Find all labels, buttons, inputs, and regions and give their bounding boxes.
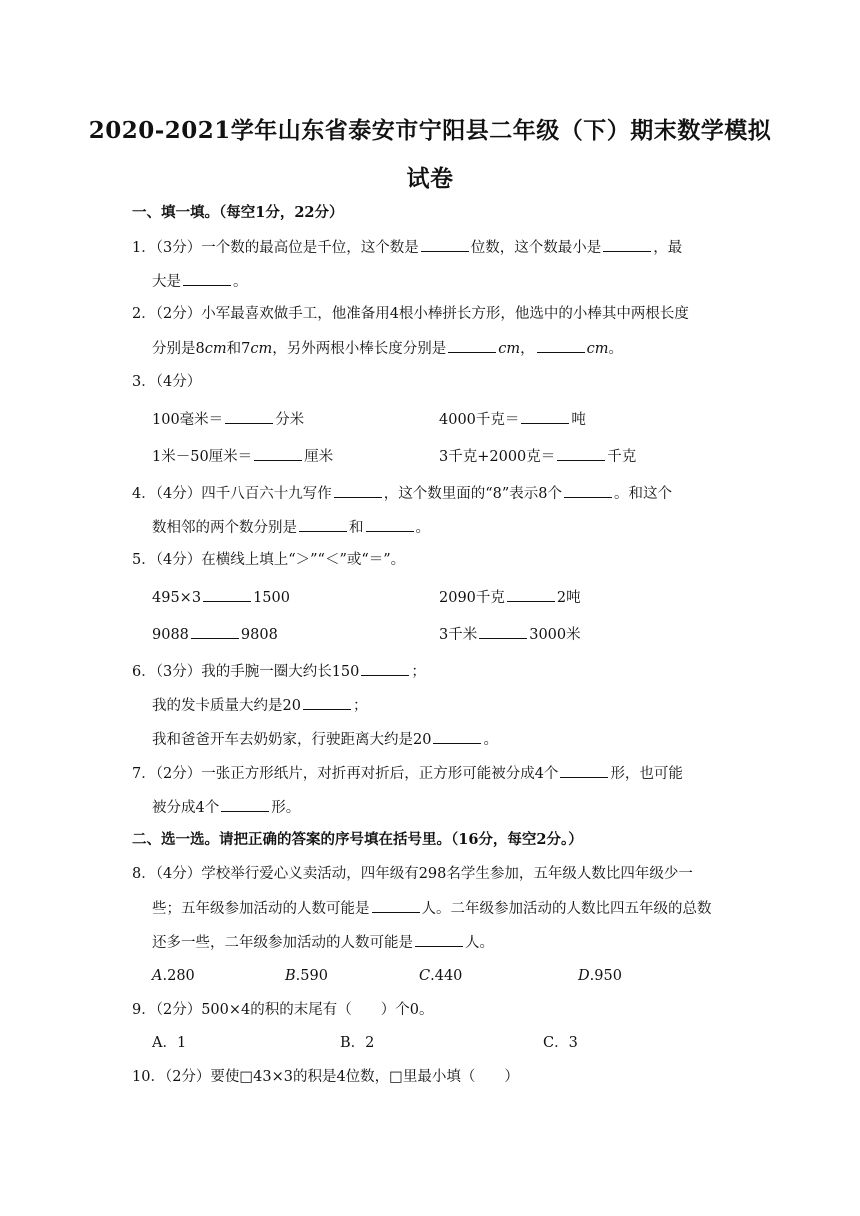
q1-blank-1[interactable] [421,237,469,252]
q5-text-2b: 9808 [240,627,278,643]
q8-text-c2: 人。 [465,935,494,951]
exam-title-line1: 2020-2021学年山东省泰安市宁阳县二年级（下）期末数学模拟 [88,117,772,144]
q6-text-a: 6．（3分）我的手腕一圈大约长150 [132,664,360,680]
q8-text-b: 些；五年级参加活动的人数可能是 [152,901,370,917]
q7-text-a: 7．（2分）一张正方形纸片，对折再对折后，正方形可能被分成4个 [132,766,559,782]
q8-text-b2: 人。二年级参加活动的人数比四五年级的总数 [421,901,712,917]
q8-option-a-letter: A [152,968,163,984]
q6-text-b2: ； [352,698,368,714]
q5-text-1a: 495×3 [152,590,202,606]
question-1-line2 [152,271,248,292]
q6-blank-1[interactable] [361,661,409,676]
q8-option-b[interactable] [285,966,328,986]
question-8-line1: 8．（4分）学校举行爱心义卖活动，四年级有298名学生参加，五年级人数比四年级少一 [132,866,693,882]
q8-option-d-value: .950 [589,968,622,984]
q5-text-1c: 2090千克 [439,590,505,606]
q2-unit-2: cm [250,341,273,357]
q8-option-c-letter: C [419,968,431,984]
q2-text-h: 。 [608,341,623,357]
section-1-heading: 一、填一填。（每空1分，22分） [132,204,344,221]
question-2-line2 [152,338,623,359]
q3-text-1d: 吨 [571,412,586,428]
q8-option-c[interactable] [419,966,462,986]
q6-text-a2: ； [411,664,426,680]
question-2-line1: 2．（2分）小军最喜欢做手工，他准备用4根小棒拼长方形，他选中的小棒其中两根长度 [132,306,689,322]
question-6-line2 [152,695,367,716]
q8-option-a[interactable] [152,966,195,986]
q2-unit-3: cm [498,341,521,357]
section-2-heading: 二、选一选。请把正确的答案的序号填在括号里。（16分，每空2分。） [132,831,583,848]
q3-blank-4[interactable] [557,446,605,461]
q5-text-2a: 9088 [152,627,189,643]
q4-text-e: 和 [349,520,364,536]
q3-text-2b: 厘米 [304,449,334,465]
q8-option-a-value: .280 [162,968,195,984]
q8-blank-2[interactable] [415,932,463,947]
q1-text-d: 大是 [152,274,181,290]
q7-blank-2[interactable] [221,797,269,812]
q7-blank-1[interactable] [560,763,608,778]
q4-text-d: 数相邻的两个数分别是 [152,520,297,536]
q6-text-c2: 。 [483,732,498,748]
question-4-line2 [152,517,430,538]
q3-blank-3[interactable] [254,446,302,461]
q1-text-c: ，最 [653,240,683,256]
q1-text-a: 1．（3分）一个数的最高位是千位，这个数是 [132,240,419,256]
q7-text-d: 形。 [271,800,301,816]
q8-option-c-value: .440 [430,968,463,984]
q6-blank-3[interactable] [433,729,481,744]
q5-blank-2[interactable] [507,587,555,602]
question-3-heading: 3．（4分） [132,374,202,390]
q4-text-b: ，这个数里面的“8”表示8个 [383,486,562,502]
question-8-line3 [152,932,494,953]
q3-text-2c: 3千克+2000克＝ [439,449,556,465]
q2-blank-2[interactable] [537,338,585,353]
question-1-line1 [132,237,682,258]
q1-text-e: 。 [233,274,248,290]
q5-item-3 [152,624,278,645]
q5-text-2c: 3千米 [439,627,478,643]
q3-text-2d: 千克 [607,449,637,465]
q6-text-c: 我和爸爸开车去奶奶家，行驶距离大约是20 [152,732,432,748]
q3-text-2a: 1米－50厘米＝ [152,449,253,465]
q2-text-d: ，另外两根小棒长度分别是 [272,341,447,357]
q3-text-1c: 4000千克＝ [439,412,520,428]
q4-blank-2[interactable] [564,483,612,498]
question-10: 10．（2分）要使□43×3的积是4位数，□里最小填（ ） [132,1069,519,1085]
q5-text-1b: 1500 [253,590,290,606]
q4-blank-4[interactable] [366,517,414,532]
q3-item-2 [439,409,586,430]
q8-option-b-letter: B [285,968,296,984]
q2-blank-1[interactable] [448,338,496,353]
q3-text-1a: 100毫米＝ [152,412,224,428]
q2-text-b: 分别是8 [152,341,205,357]
q5-text-2d: 3000米 [529,627,581,643]
q1-blank-3[interactable] [183,271,231,286]
q3-text-1b: 分米 [275,412,305,428]
exam-title-line2: 试卷 [406,165,454,192]
q8-text-c: 还多一些，二年级参加活动的人数可能是 [152,935,413,951]
q2-unit-1: cm [204,341,227,357]
question-9: 9．（2分）500×4的积的末尾有（ ）个0。 [132,1002,434,1018]
q9-option-c[interactable]: C．3 [543,1035,578,1051]
question-6-line3 [152,729,498,750]
question-6-line1 [132,661,426,682]
q4-text-a: 4．（4分）四千八百六十九写作 [132,486,332,502]
q4-blank-1[interactable] [334,483,382,498]
question-4-line1 [132,483,672,504]
q3-blank-1[interactable] [225,409,273,424]
q5-blank-1[interactable] [203,587,251,602]
question-7-line1 [132,763,683,784]
q3-item-3 [152,446,333,467]
q5-item-4 [439,624,581,645]
q3-item-4 [439,446,636,467]
q4-blank-3[interactable] [299,517,347,532]
q4-text-c: 。和这个 [613,486,672,502]
q1-text-b: 位数，这个数最小是 [470,240,602,256]
question-8-line2 [152,898,712,919]
q6-blank-2[interactable] [303,695,351,710]
q5-item-2 [439,587,581,608]
question-7-line2 [152,797,300,818]
q8-blank-1[interactable] [372,898,420,913]
q5-text-1d: 2吨 [556,590,581,606]
question-5-heading: 5．（4分）在横线上填上“＞”“＜”或“＝”。 [132,552,406,568]
q2-text-f: ， [520,341,535,357]
q5-blank-3[interactable] [191,624,239,639]
q6-text-b: 我的发卡质量大约是20 [152,698,301,714]
q7-text-b: 形，也可能 [610,766,683,782]
q2-unit-4: cm [586,341,609,357]
q8-option-d[interactable] [578,966,622,986]
q5-item-1 [152,587,290,608]
q9-option-a[interactable]: A．1 [152,1035,187,1051]
q3-blank-2[interactable] [521,409,569,424]
q5-blank-4[interactable] [479,624,527,639]
q2-text-c: 和7 [226,341,251,357]
q8-option-d-letter: D [578,968,590,984]
q3-item-1 [152,409,304,430]
q7-text-c: 被分成4个 [152,800,220,816]
q8-option-b-value: .590 [295,968,328,984]
q1-blank-2[interactable] [603,237,651,252]
q4-text-f: 。 [415,520,430,536]
q9-option-b[interactable]: B．2 [340,1035,375,1051]
